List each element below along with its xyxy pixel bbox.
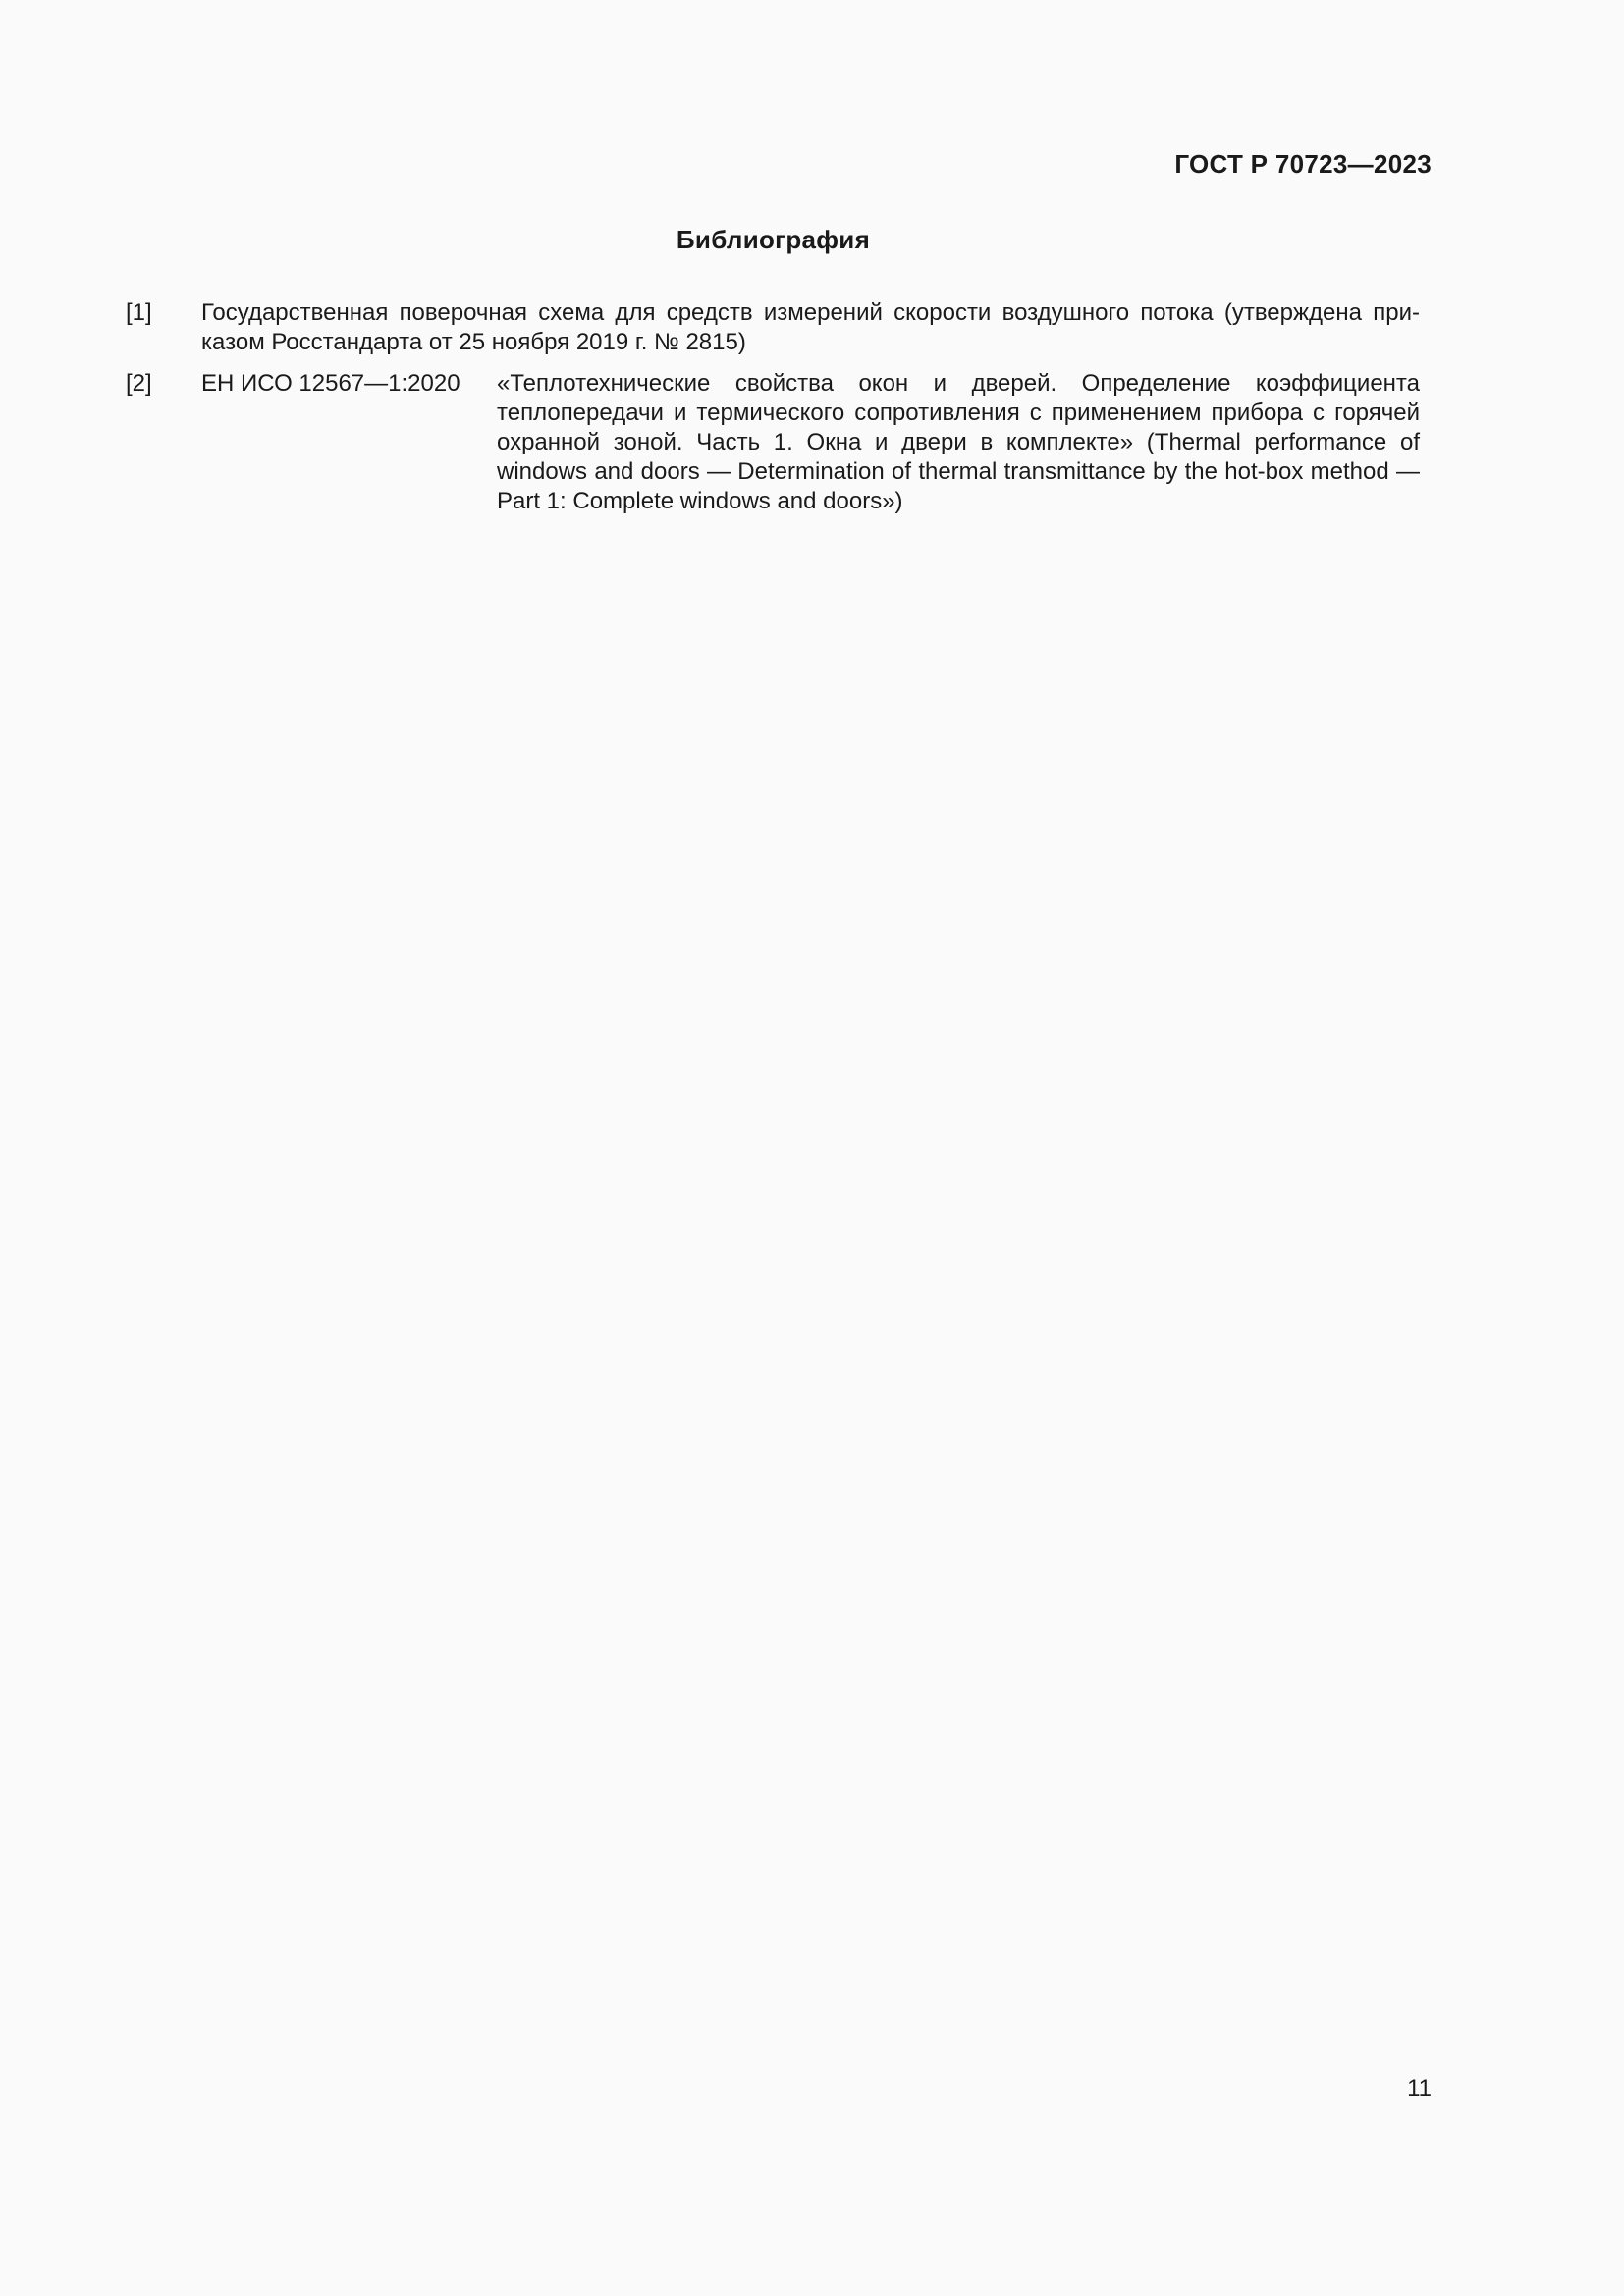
- document-number: ГОСТ Р 70723—2023: [1174, 149, 1432, 179]
- entry-reference: ЕН ИСО 12567—1:2020: [201, 370, 460, 397]
- entry-text: «Теплотехнические свойства окон и дверей. Определение коэффициента теплопередачи и термического сопротивления с применением прибора с горячей охранной зоной. Часть 1. Окна и двери в комплекте» (Thermal performance of windows and doors — Determination of thermal transmittance by the hot-box method — Part 1: Complete windows and doors»): [497, 370, 1420, 514]
- entry-number: [1]: [126, 299, 152, 326]
- bibliography-title: Библиография: [676, 225, 871, 254]
- bibliography-entry: [126, 369, 1420, 516]
- bibliography-entry: [126, 298, 1420, 357]
- page-number: 11: [1407, 2075, 1432, 2102]
- entry-text: Государственная поверочная схема для средств измерений скорости воздушного потока (утверждена приказом Росстандарта от 25 ноября 2019 г. № 2815): [201, 299, 1420, 355]
- entry-number: [2]: [126, 370, 152, 397]
